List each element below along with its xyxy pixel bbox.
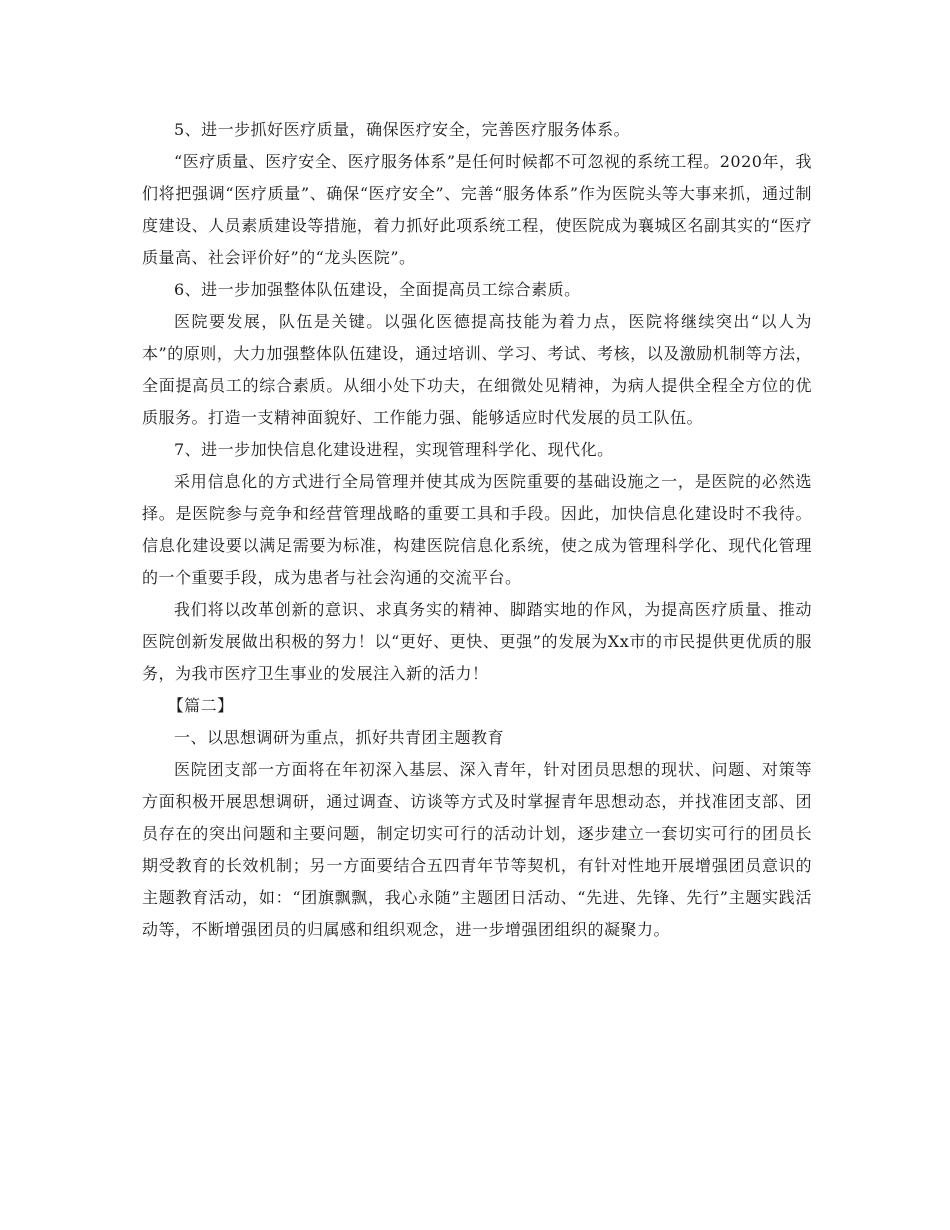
body-paragraph: 医院团支部一方面将在年初深入基层、深入青年，针对团员思想的现状、问题、对策等方面积极开展思想调研，通过调查、访谈等方式及时掌握青年思想动态，并找准团支部、团员存在的突出问题和主要问题，制定切实可行的活动计划，逐步建立一套切实可行的团员长期受教育的长效机制；另一方面要结合五四青年节等契机，有针对性地开展增强团员意识的主题教育活动，如：“团旗飘飘，我心永随”主题团日活动、“先进、先锋、先行”主题实践活动等，不断增强团员的归属感和组织观念，进一步增强团组织的凝聚力。 <box>142 760 812 939</box>
section-heading: 【篇二】 <box>167 696 234 715</box>
heading-item-6: 6、进一步加强整体队伍建设，全面提高员工综合素质。 <box>174 280 581 299</box>
document-page <box>142 114 812 946</box>
body-paragraph: “医疗质量、医疗安全、医疗服务体系”是任何时候都不可忽视的系统工程。2020年，我们将把强调“医疗质量”、确保“医疗安全”、完善“服务体系”作为医院头等大事来抓，通过制度建设、人员素质建设等措施，着力抓好此项系统工程，使医院成为襄城区名副其实的“医疗质量高、社会评价好”的“龙头医院”。 <box>142 152 812 267</box>
heading-item-7: 7、进一步加快信息化建设进程，实现管理科学化、现代化。 <box>174 440 614 459</box>
body-paragraph: 采用信息化的方式进行全局管理并使其成为医院重要的基础设施之一，是医院的必然选择。是医院参与竞争和经营管理战略的重要工具和手段。因此，加快信息化建设时不我待。信息化建设要以满足需要为标准，构建医院信息化系统，使之成为管理科学化、现代化管理的一个重要手段，成为患者与社会沟通的交流平台。 <box>142 472 812 587</box>
heading-item-5: 5、进一步抓好医疗质量，确保医疗安全，完善医疗服务体系。 <box>174 120 631 139</box>
body-paragraph: 医院要发展，队伍是关键。以强化医德提高技能为着力点，医院将继续突出“以人为本”的原则，大力加强整体队伍建设，通过培训、学习、考试、考核，以及激励机制等方法，全面提高员工的综合素质。从细小处下功夫，在细微处见精神，为病人提供全程全方位的优质服务。打造一支精神面貌好、工作能力强、能够适应时代发展的员工队伍。 <box>142 312 812 427</box>
heading-item-1: 一、以思想调研为重点，抓好共青团主题教育 <box>174 728 505 747</box>
body-paragraph: 我们将以改革创新的意识、求真务实的精神、脚踏实地的作风，为提高医疗质量、推动医院创新发展做出积极的努力！以“更好、更快、更强”的发展为Xx市的市民提供更优质的服务，为我市医疗卫生事业的发展注入新的活力！ <box>142 600 812 683</box>
